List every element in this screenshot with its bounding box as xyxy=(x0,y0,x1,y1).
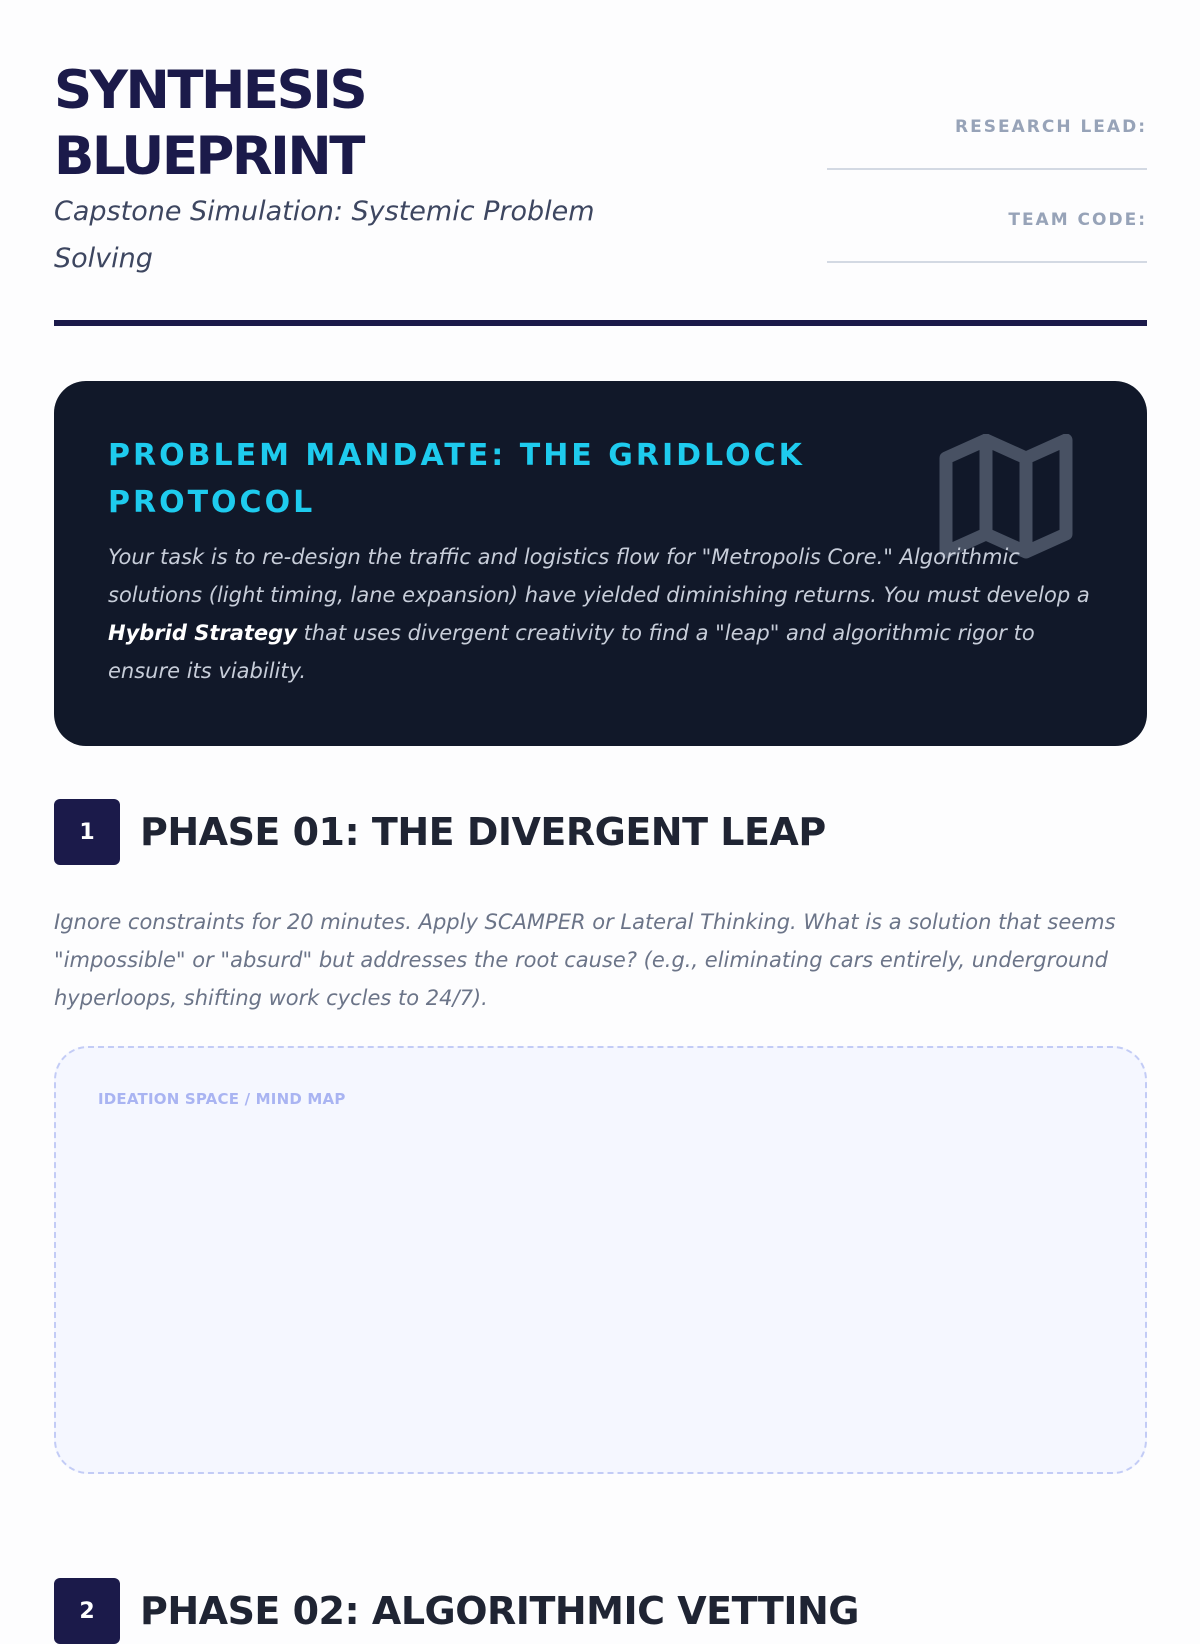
mandate-body-emphasis: Hybrid Strategy xyxy=(108,621,297,645)
research-lead-label: RESEARCH LEAD: xyxy=(955,117,1147,137)
ideation-space-label: IDEATION SPACE / MIND MAP xyxy=(98,1090,346,1108)
title-line-2: BLUEPRINT xyxy=(54,126,363,187)
mandate-body-part-1: Your task is to re-design the traffic and logistics flow for "Metropolis Core." Algorithmic solutions (light timing, lane expansion) have yielded diminishing returns. You must develop a xyxy=(108,545,1090,607)
phase-1-number-badge: 1 xyxy=(54,799,120,865)
phase-1-description: Ignore constraints for 20 minutes. Apply SCAMPER or Lateral Thinking. What is a solution that seems "impossible" or "absurd" but addresses the root cause? (e.g., eliminating cars entirely, underground hyperloops, shifting work cycles to 24/7). xyxy=(54,910,1116,1010)
header-divider xyxy=(54,320,1147,326)
mandate-description xyxy=(108,538,1108,690)
team-code-line[interactable] xyxy=(827,261,1147,263)
phase-1-title: PHASE 01: THE DIVERGENT LEAP xyxy=(140,810,826,854)
team-code-field[interactable] xyxy=(827,209,1147,263)
phase-2-title: PHASE 02: ALGORITHMIC VETTING xyxy=(140,1589,859,1633)
ideation-space-box[interactable] xyxy=(54,1046,1147,1474)
worksheet-header xyxy=(54,0,1147,330)
team-code-label: TEAM CODE: xyxy=(1008,210,1147,230)
phase-2-heading xyxy=(54,1578,859,1644)
research-lead-field[interactable] xyxy=(827,116,1147,170)
phase-1-heading xyxy=(54,799,826,865)
page-title xyxy=(54,58,365,190)
phase-2-number-badge: 2 xyxy=(54,1578,120,1644)
title-line-1: SYNTHESIS xyxy=(54,60,366,121)
worksheet-page xyxy=(54,0,1147,1633)
mandate-body-part-2: that uses divergent creativity to find a "leap" and algorithmic rigor to ensure its viability. xyxy=(108,621,1035,683)
research-lead-line[interactable] xyxy=(827,168,1147,170)
page-subtitle: Capstone Simulation: Systemic Problem Solving xyxy=(54,196,595,274)
mandate-title: PROBLEM MANDATE: THE GRIDLOCK PROTOCOL xyxy=(108,438,805,520)
